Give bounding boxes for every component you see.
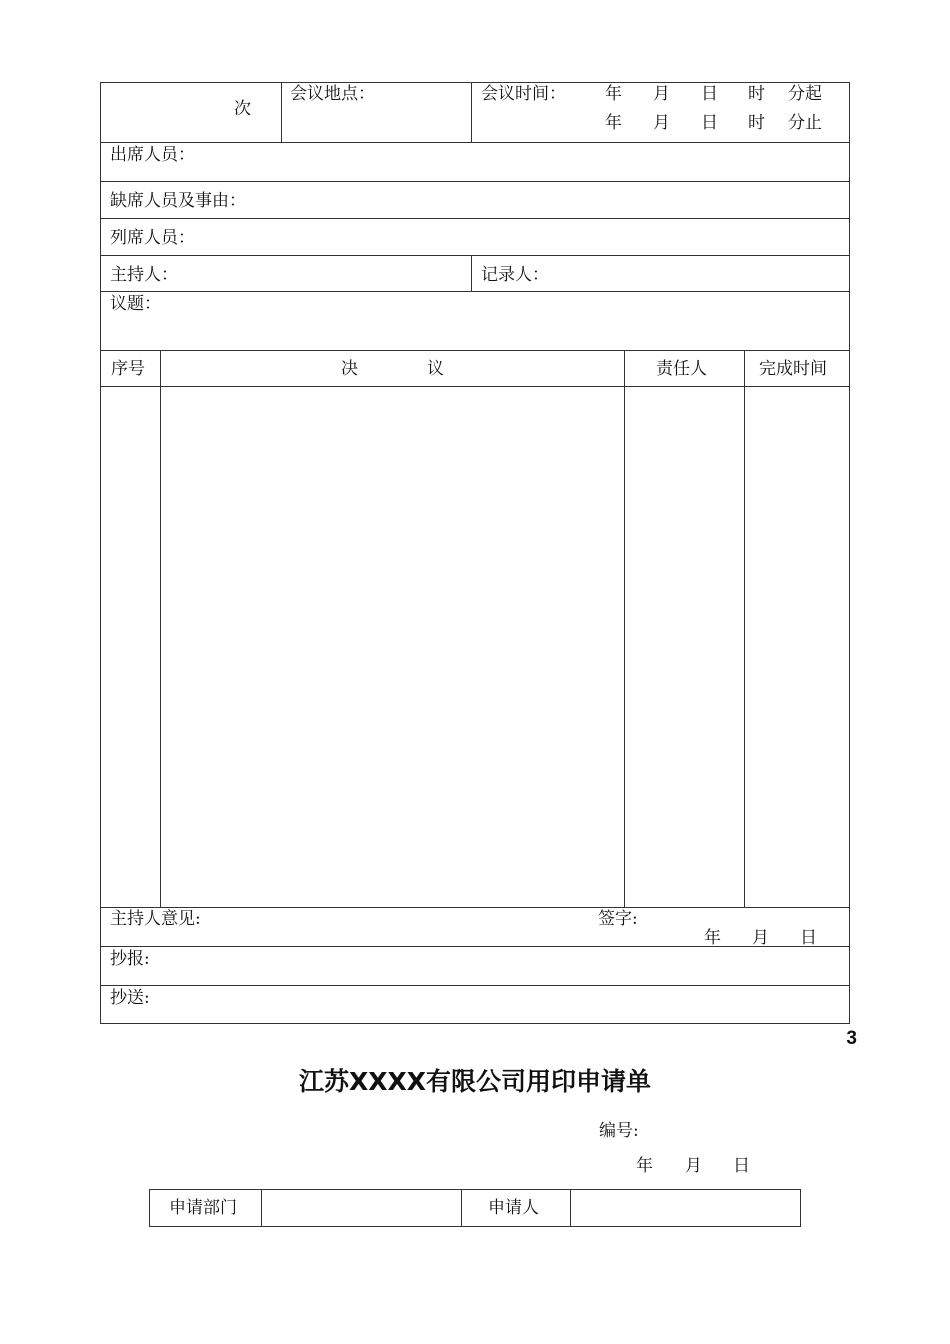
row-divider bbox=[101, 218, 849, 219]
time-end-day: 日 bbox=[701, 113, 718, 133]
col-divider bbox=[471, 83, 472, 142]
row-divider bbox=[101, 985, 849, 986]
time-end-hour: 时 bbox=[748, 113, 765, 133]
col-header-seq: 序号 bbox=[111, 359, 145, 379]
applicant-label: 申请人 bbox=[488, 1198, 539, 1218]
time-end-month: 月 bbox=[653, 113, 670, 133]
time-start-month: 月 bbox=[653, 84, 670, 104]
report-to-label: 抄报: bbox=[110, 949, 150, 969]
row-divider bbox=[101, 907, 849, 908]
form-number-label: 编号: bbox=[599, 1121, 639, 1141]
dept-label: 申请部门 bbox=[169, 1198, 237, 1218]
col-divider bbox=[744, 350, 745, 907]
time-start-year: 年 bbox=[605, 84, 622, 104]
col-divider bbox=[624, 350, 625, 907]
date-year: 年 bbox=[636, 1156, 653, 1176]
col-header-resolution-2: 议 bbox=[427, 359, 444, 379]
col-header-deadline: 完成时间 bbox=[759, 359, 827, 379]
row-divider bbox=[101, 386, 849, 387]
date-day: 日 bbox=[733, 1156, 750, 1176]
row-divider bbox=[101, 142, 849, 143]
meeting-location-label: 会议地点： bbox=[290, 84, 375, 104]
date-month: 月 bbox=[685, 1156, 702, 1176]
applicant-value-cell[interactable] bbox=[572, 1192, 798, 1224]
meeting-time-label: 会议时间： bbox=[481, 84, 566, 104]
row-divider bbox=[101, 181, 849, 182]
host-opinion-label: 主持人意见: bbox=[110, 909, 201, 929]
seal-form-title: 江苏XXXX有限公司用印申请单 bbox=[298, 1067, 652, 1096]
col-header-resolution-1: 决 bbox=[341, 359, 358, 379]
dept-value-cell[interactable] bbox=[263, 1192, 459, 1224]
row-divider bbox=[101, 946, 849, 947]
sign-month: 月 bbox=[752, 928, 769, 948]
col-divider bbox=[570, 1190, 571, 1226]
sign-year: 年 bbox=[704, 928, 721, 948]
observers-label: 列席人员： bbox=[110, 228, 195, 248]
col-divider bbox=[471, 255, 472, 291]
time-end-minute: 分止 bbox=[788, 113, 822, 133]
page-number: 3 bbox=[846, 1028, 857, 1049]
topic-label: 议题： bbox=[110, 294, 161, 314]
meeting-minutes-form bbox=[100, 82, 850, 1024]
sign-day: 日 bbox=[800, 928, 817, 948]
host-label: 主持人： bbox=[110, 265, 178, 285]
col-divider bbox=[281, 83, 282, 142]
time-start-minute: 分起 bbox=[788, 84, 822, 104]
seal-application-table bbox=[149, 1189, 801, 1227]
recorder-label: 记录人： bbox=[481, 265, 549, 285]
time-start-day: 日 bbox=[701, 84, 718, 104]
time-end-year: 年 bbox=[605, 113, 622, 133]
signature-label: 签字: bbox=[598, 909, 638, 929]
session-suffix: 次 bbox=[234, 99, 251, 119]
col-header-owner: 责任人 bbox=[656, 359, 707, 379]
row-divider bbox=[101, 255, 849, 256]
attendees-label: 出席人员： bbox=[110, 145, 195, 165]
absent-label: 缺席人员及事由： bbox=[110, 191, 246, 211]
col-divider bbox=[261, 1190, 262, 1226]
row-divider bbox=[101, 350, 849, 351]
time-start-hour: 时 bbox=[748, 84, 765, 104]
col-divider bbox=[160, 350, 161, 907]
col-divider bbox=[461, 1190, 462, 1226]
copy-to-label: 抄送: bbox=[110, 988, 150, 1008]
row-divider bbox=[101, 291, 849, 292]
